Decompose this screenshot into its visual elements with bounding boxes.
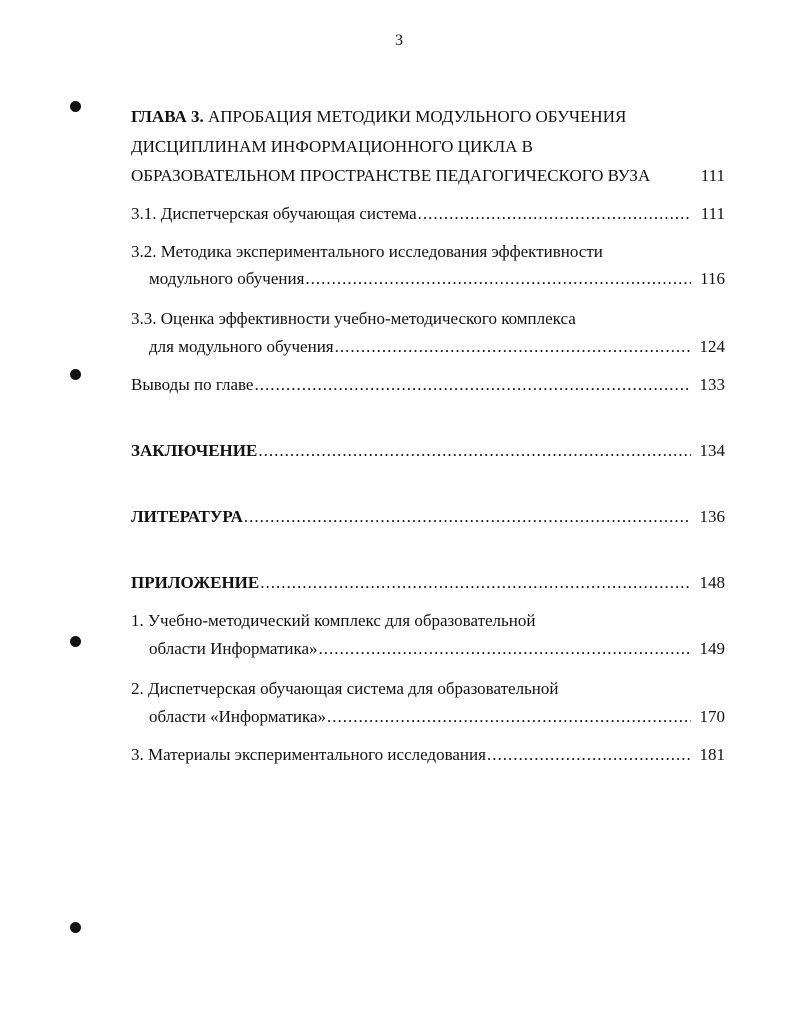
binding-hole-3 <box>70 636 81 647</box>
toc-entry-text: ЛИТЕРАТУРА <box>131 507 243 526</box>
toc-entry-3-3 <box>149 336 725 358</box>
toc-appendix-3 <box>131 744 725 766</box>
toc-entry-page: 116 <box>700 269 725 288</box>
toc-entry-3-2 <box>149 268 725 290</box>
toc-entry-page: 181 <box>699 745 725 764</box>
toc-entry-page: 170 <box>699 707 725 726</box>
toc-entry-text: ПРИЛОЖЕНИЕ <box>131 573 260 592</box>
dot-leader <box>418 203 691 225</box>
toc-appendix-1 <box>149 638 725 660</box>
toc-appendix-1-line-1: 1. Учебно-методический комплекс для образовательной <box>131 611 536 630</box>
toc-entry-text: 3.1. Диспетчерская обучающая система <box>131 204 417 223</box>
binding-hole-1 <box>70 101 81 112</box>
toc-entry-text: 3. Материалы экспериментального исследования <box>131 745 486 764</box>
toc-entry-page: 124 <box>699 337 725 356</box>
dot-leader <box>319 638 691 660</box>
toc-entry-text: области «Информатика» <box>149 707 327 726</box>
dot-leader <box>335 336 691 358</box>
toc-entry-conclusions <box>131 374 725 396</box>
dot-leader <box>327 706 691 728</box>
toc-entry-page: 136 <box>699 507 725 526</box>
toc-entry-text: для модульного обучения <box>149 337 334 356</box>
toc-entry-text: области Информатика» <box>149 639 318 658</box>
page-number: 3 <box>395 32 403 49</box>
dot-leader <box>254 374 691 396</box>
toc-entry-page: 149 <box>699 639 725 658</box>
toc-entry-3-1 <box>131 203 725 225</box>
toc-entry-page: 148 <box>699 573 725 592</box>
toc-entry-text: ЗАКЛЮЧЕНИЕ <box>131 441 258 460</box>
binding-hole-2 <box>70 369 81 380</box>
dot-leader <box>258 440 691 462</box>
chapter-entry <box>131 165 725 187</box>
chapter-title-line-1 <box>131 106 626 128</box>
dot-leader <box>305 268 691 290</box>
toc-entry-page: 133 <box>699 375 725 394</box>
chapter-title-part-3: ОБРАЗОВАТЕЛЬНОМ ПРОСТРАНСТВЕ ПЕДАГОГИЧЕСКОГО ВУЗА <box>131 166 651 185</box>
toc-entry-literature <box>131 506 725 528</box>
binding-hole-4 <box>70 922 81 933</box>
toc-entry-text: Выводы по главе <box>131 375 254 394</box>
toc-entry-3-3-line-1: 3.3. Оценка эффективности учебно-методического комплекса <box>131 309 576 328</box>
toc-appendix-2-line-1: 2. Диспетчерская обучающая система для образовательной <box>131 679 559 698</box>
chapter-title-line-2: ДИСЦИПЛИНАМ ИНФОРМАЦИОННОГО ЦИКЛА В <box>131 137 533 156</box>
chapter-label: ГЛАВА 3. <box>131 107 204 126</box>
chapter-title-part-1: АПРОБАЦИЯ МЕТОДИКИ МОДУЛЬНОГО ОБУЧЕНИЯ <box>208 107 627 126</box>
toc-entry-text: модульного обучения <box>149 269 305 288</box>
dot-leader <box>244 506 691 528</box>
dot-leader <box>487 744 691 766</box>
dot-leader <box>260 572 691 594</box>
toc-appendix-2 <box>149 706 725 728</box>
toc-entry-conclusion <box>131 440 725 462</box>
toc-entry-page: 134 <box>699 441 725 460</box>
toc-entry-3-2-line-1: 3.2. Методика экспериментального исследования эффективности <box>131 242 603 261</box>
toc-entry-appendix <box>131 572 725 594</box>
toc-entry-page: 111 <box>700 204 725 223</box>
chapter-page: 111 <box>700 166 725 185</box>
